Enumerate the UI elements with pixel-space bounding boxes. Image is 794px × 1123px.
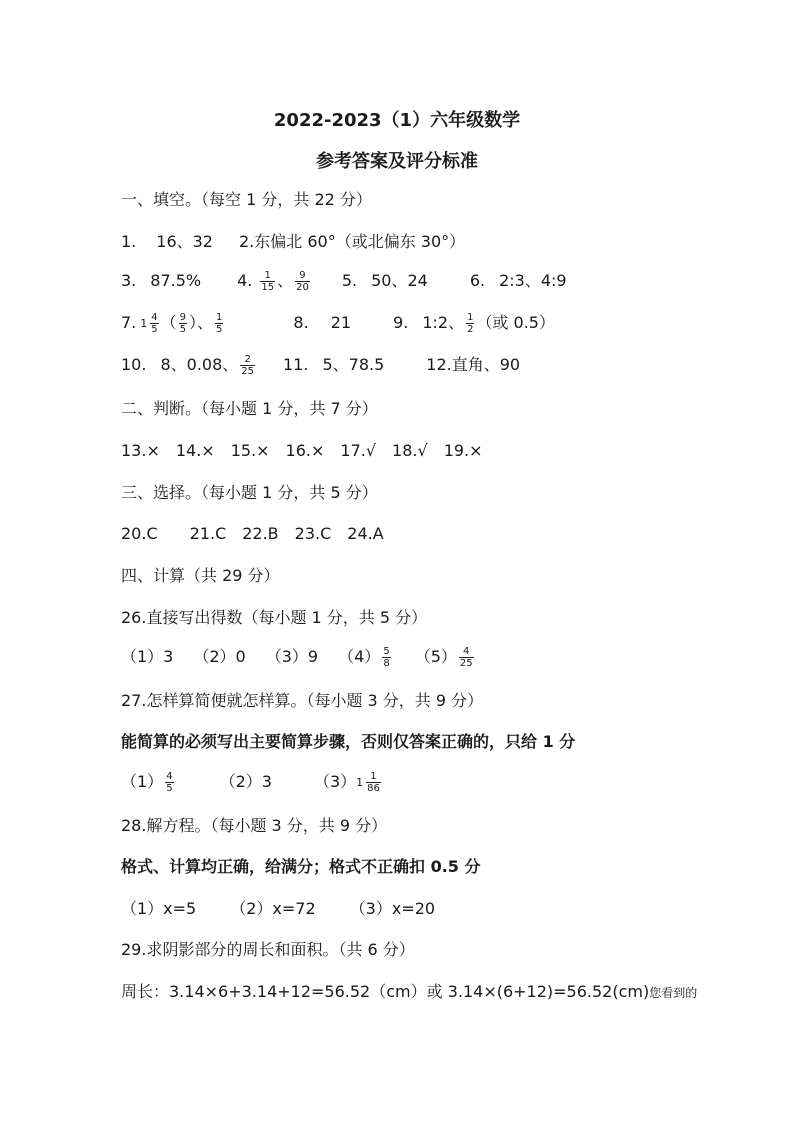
question-27-heading: 27.怎样算简便就怎样算。（每小题 3 分，共 9 分） [121, 691, 484, 710]
question-number: 8. [293, 313, 309, 332]
fraction: $\frac{1}{5}$ [216, 312, 223, 335]
question-28-note: 格式、计算均正确，给满分；格式不正确扣 0.5 分 [121, 857, 481, 876]
answer-row-2 [121, 270, 567, 293]
fraction: $\frac{4}{5}$ [166, 771, 173, 794]
section-heading-choice: 三、选择。（每小题 1 分，共 5 分） [121, 483, 378, 502]
trailing-text: 您看到的 [649, 986, 698, 1000]
answer-text: （2）3 [219, 772, 272, 791]
answer-row-27 [121, 771, 383, 794]
answer-row-3 [121, 312, 555, 335]
question-number: 9. [393, 313, 409, 332]
question-number: 4. [237, 271, 253, 290]
question-number: 1. [121, 232, 137, 251]
question-number: 5. [341, 271, 358, 290]
answer-text: （2）x=72 [230, 899, 316, 918]
answer-row-26 [121, 646, 476, 669]
paren: （ [160, 313, 177, 332]
section-heading-fill-blank: 一、填空。（每空 1 分，共 22 分） [121, 190, 372, 209]
answer-row-28 [121, 898, 435, 920]
question-29-heading: 29.求阴影部分的周长和面积。（共 6 分） [121, 940, 415, 959]
document-subtitle: 参考答案及评分标准 [316, 151, 478, 172]
answer-row-judge: 13.× 14.× 15.× 16.× 17.√ 18.√ 19.× [121, 441, 483, 460]
question-number: 6. [469, 271, 486, 290]
answer-text: （2）0 [193, 647, 246, 666]
answer-row-1 [121, 231, 465, 253]
question-27-note: 能简算的必须写出主要简算步骤，否则仅答案正确的，只给 1 分 [121, 732, 576, 751]
answer-text: （1） [121, 772, 164, 791]
answer-text: （3）9 [265, 647, 319, 666]
fraction: $\frac{5}{8}$ [383, 646, 390, 669]
separator: 、 [277, 271, 294, 290]
document-title: 2022-2023（1）六年级数学 [273, 110, 521, 131]
answer-text: （3） [313, 772, 357, 791]
answer-text: 87.5% [150, 271, 202, 290]
question-number: 3. [121, 271, 137, 290]
answer-text: 50、24 [371, 271, 428, 290]
answer-text: 周长：3.14×6+3.14+12=56.52（cm）或 3.14×(6+12)=56.52(cm) [121, 982, 650, 1001]
answer-text: 5、78.5 [322, 355, 385, 374]
answer-row-29 [121, 981, 697, 1004]
answer-row-4 [121, 354, 520, 377]
answer-text: 21 [330, 313, 352, 332]
answer-text: （5） [414, 647, 457, 666]
question-28-heading: 28.解方程。（每小题 3 分，共 9 分） [121, 816, 388, 835]
fraction: $\frac{4}{25}$ [459, 646, 473, 669]
answer-text: 1:2、 [422, 313, 465, 332]
answer-text: 2:3、4:9 [499, 271, 567, 290]
answer-text: 2.东偏北 60°（或北偏东 30°） [239, 232, 466, 251]
question-number: 11. [283, 355, 309, 374]
fraction: $\frac{1}{2}$ [467, 312, 474, 335]
answer-row-choice: 20.C 21.C 22.B 23.C 24.A [121, 524, 384, 543]
question-26-heading: 26.直接写出得数（每小题 1 分，共 5 分） [121, 608, 428, 627]
answer-text: （或 0.5） [476, 313, 555, 332]
answer-text: （4） [338, 647, 381, 666]
fraction: $\frac{9}{5}$ [179, 312, 187, 335]
answer-text: 16、32 [156, 232, 213, 251]
question-number: 10. [121, 355, 147, 374]
answer-text: 8、0.08、 [160, 355, 239, 374]
fraction: $\frac{1}{15}$ [261, 270, 275, 293]
answer-text: （1）3 [121, 647, 174, 666]
answer-text: （3）x=20 [349, 899, 436, 918]
fraction: $\frac{9}{20}$ [296, 270, 309, 293]
section-heading-calc: 四、计算（共 29 分） [121, 566, 280, 585]
section-heading-judge: 二、判断。（每小题 1 分，共 7 分） [121, 399, 378, 418]
answer-text: 12.直角、90 [426, 355, 521, 374]
mixed-number: 1 $\frac{4}{5}$ [140, 312, 158, 335]
answer-text: （1）x=5 [121, 899, 197, 918]
fraction: $\frac{2}{25}$ [241, 354, 254, 377]
paren: ）、 [189, 313, 214, 332]
question-number: 7. [121, 313, 137, 332]
mixed-number: 1 $\frac{1}{86}$ [356, 771, 380, 794]
